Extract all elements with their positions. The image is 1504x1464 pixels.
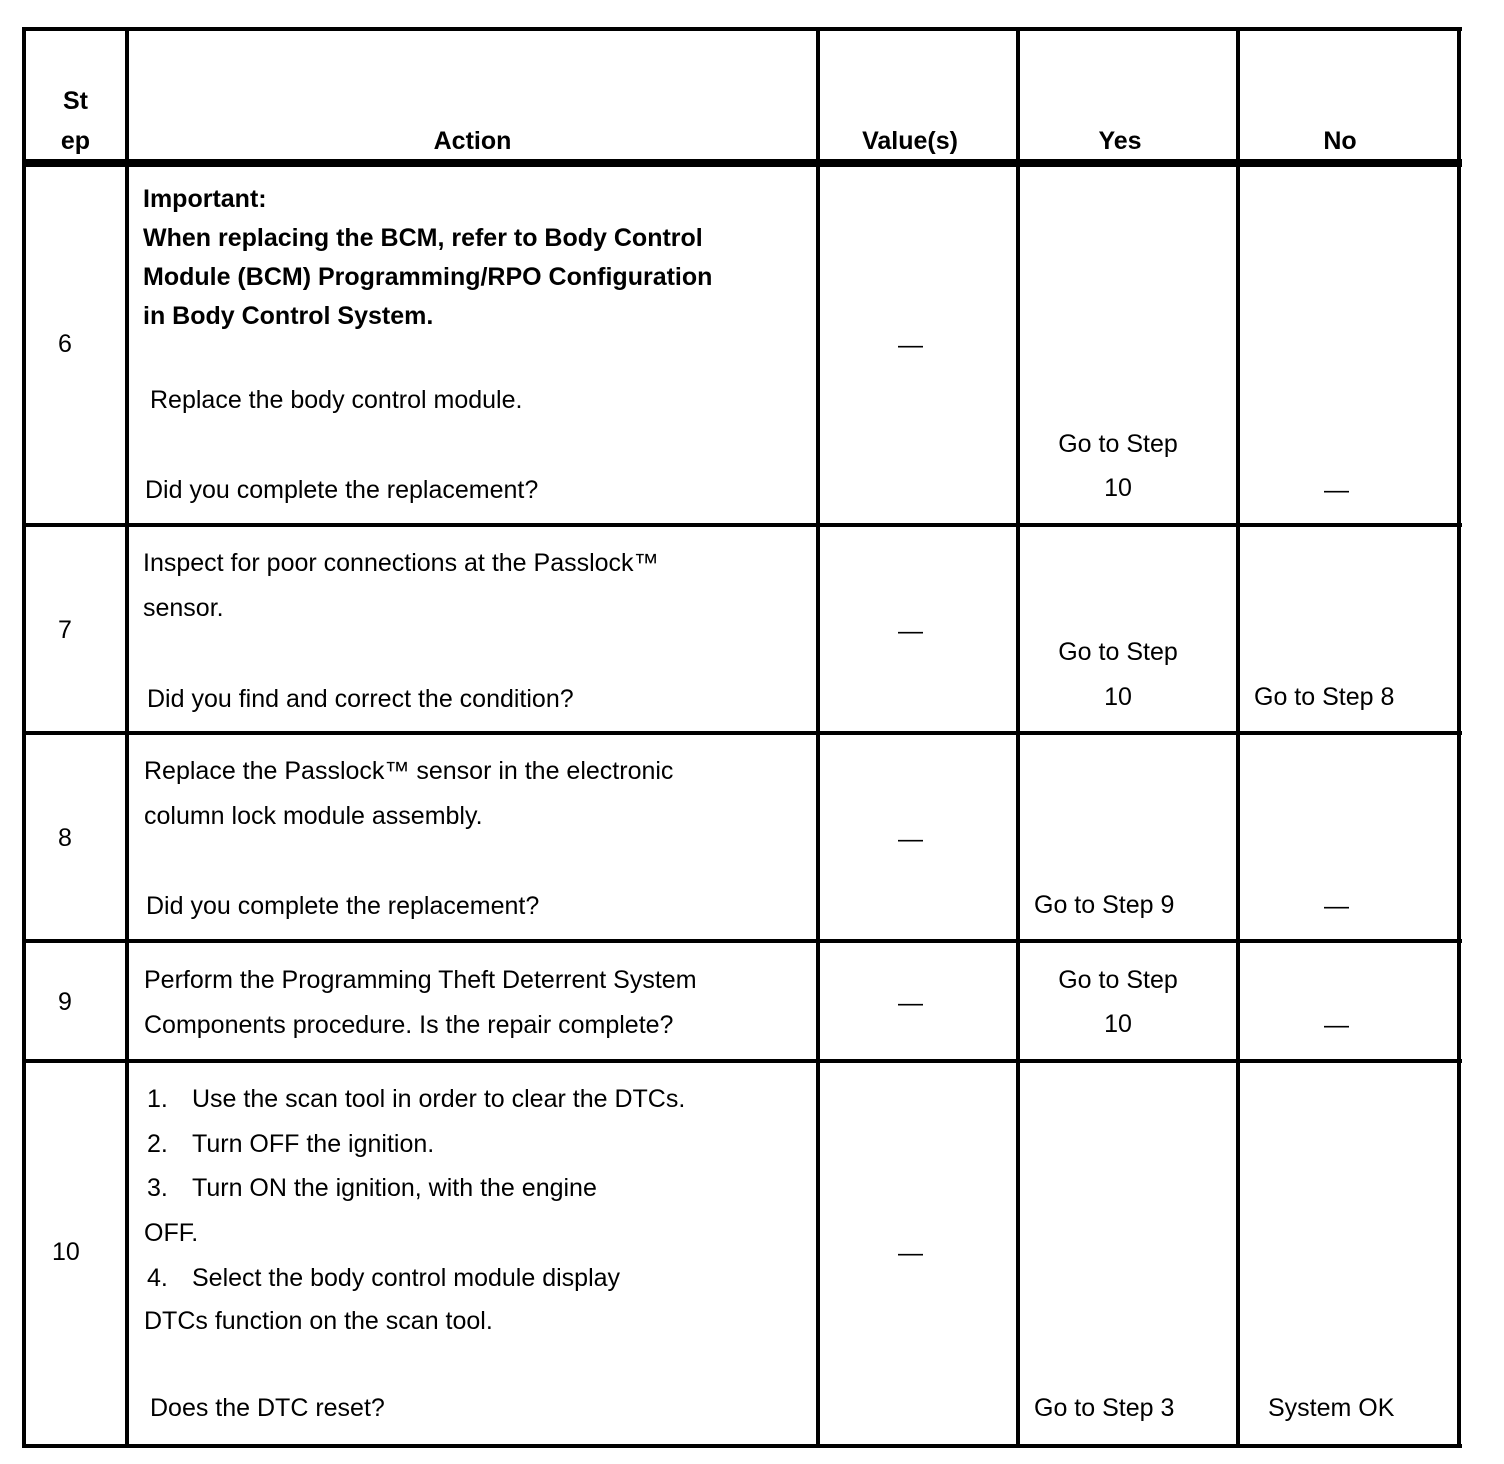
- header-step-line1: St: [63, 87, 88, 115]
- header-action: Action: [433, 127, 512, 155]
- yes-cell: Go to Step: [1058, 430, 1178, 458]
- row-divider: [22, 939, 1462, 943]
- no-cell: —: [1324, 892, 1349, 920]
- header-yes: Yes: [1098, 127, 1142, 155]
- no-cell: System OK: [1268, 1394, 1395, 1422]
- action-text: Components procedure. Is the repair complete?: [144, 1011, 674, 1039]
- row-divider: [22, 523, 1462, 527]
- step-number: 6: [58, 330, 72, 358]
- action-question: Does the DTC reset?: [150, 1394, 385, 1422]
- important-note: When replacing the BCM, refer to Body Control: [143, 224, 703, 252]
- list-item: Turn ON the ignition, with the engine: [192, 1174, 597, 1202]
- yes-cell: Go to Step: [1058, 638, 1178, 666]
- list-item: Select the body control module display: [192, 1264, 621, 1292]
- table-border-top: [22, 27, 1462, 31]
- list-number: 3.: [147, 1174, 168, 1202]
- yes-cell: 10: [1104, 1010, 1132, 1038]
- value-cell: —: [898, 1239, 923, 1267]
- no-cell: Go to Step 8: [1254, 683, 1395, 711]
- yes-cell: 10: [1104, 683, 1132, 711]
- step-number: 8: [58, 824, 72, 852]
- column-divider: [816, 27, 820, 1448]
- header-values: Value(s): [862, 127, 958, 155]
- table-border-right: [1457, 27, 1461, 1448]
- step-number: 7: [58, 616, 72, 644]
- row-divider: [22, 731, 1462, 735]
- action-question: Did you complete the replacement?: [145, 476, 539, 504]
- action-question: Did you find and correct the condition?: [147, 685, 574, 713]
- list-number: 4.: [147, 1264, 168, 1292]
- action-text: Inspect for poor connections at the Passlock™: [143, 549, 659, 577]
- action-text: Replace the body control module.: [150, 386, 523, 414]
- header-no: No: [1323, 127, 1357, 155]
- important-note: Module (BCM) Programming/RPO Configuration: [143, 263, 713, 291]
- no-cell: —: [1324, 476, 1349, 504]
- action-text: sensor.: [143, 594, 224, 622]
- list-number: 2.: [147, 1130, 168, 1158]
- value-cell: —: [898, 989, 923, 1017]
- no-cell: —: [1324, 1011, 1349, 1039]
- important-note: in Body Control System.: [143, 302, 434, 330]
- value-cell: —: [898, 331, 923, 359]
- value-cell: —: [898, 825, 923, 853]
- list-number: 1.: [147, 1085, 168, 1113]
- important-label: Important:: [143, 185, 267, 213]
- list-item-continued: DTCs function on the scan tool.: [144, 1307, 493, 1335]
- yes-cell: Go to Step 3: [1034, 1394, 1175, 1422]
- yes-cell: Go to Step: [1058, 966, 1178, 994]
- list-item: Use the scan tool in order to clear the DTCs.: [192, 1085, 686, 1113]
- column-divider: [1016, 27, 1020, 1448]
- list-item-continued: OFF.: [144, 1219, 199, 1247]
- header-step-line2: ep: [60, 127, 91, 155]
- step-number: 9: [58, 988, 72, 1016]
- action-text: Replace the Passlock™ sensor in the electronic: [144, 757, 674, 785]
- step-number: 10: [52, 1238, 80, 1266]
- list-item: Turn OFF the ignition.: [192, 1130, 435, 1158]
- row-divider: [22, 1059, 1462, 1063]
- action-text: Perform the Programming Theft Deterrent System: [144, 966, 697, 994]
- column-divider: [125, 27, 129, 1448]
- table-border-left: [22, 27, 26, 1448]
- yes-cell: Go to Step 9: [1034, 891, 1175, 919]
- action-question: Did you complete the replacement?: [146, 892, 540, 920]
- header-divider-double: [22, 163, 1462, 167]
- column-divider: [1236, 27, 1240, 1448]
- action-text: column lock module assembly.: [144, 802, 483, 830]
- value-cell: —: [898, 617, 923, 645]
- yes-cell: 10: [1104, 474, 1132, 502]
- table-border-bottom: [22, 1444, 1462, 1448]
